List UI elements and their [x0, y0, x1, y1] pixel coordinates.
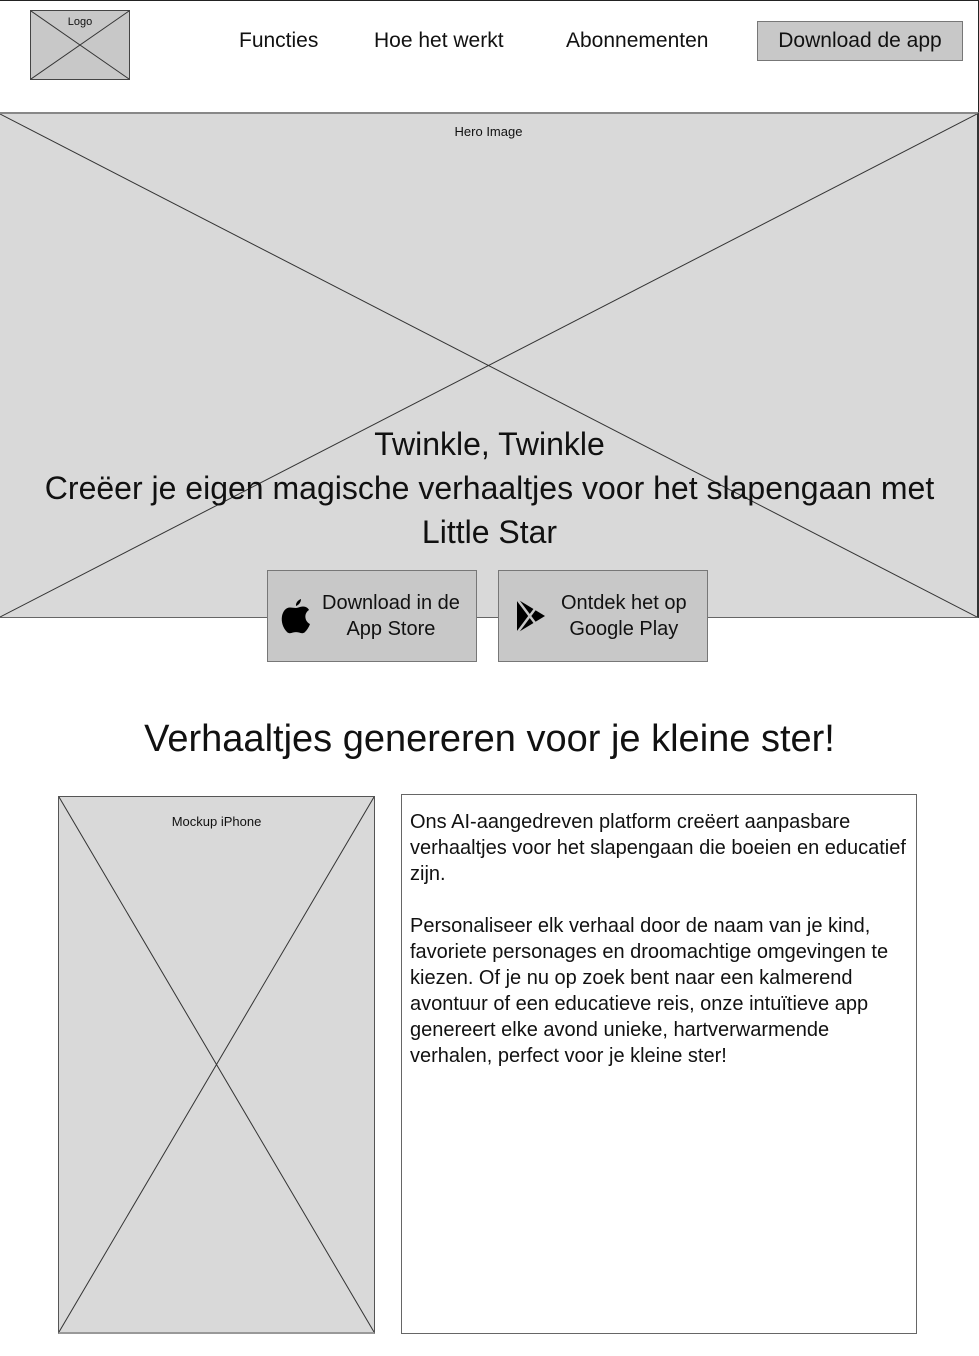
google-play-label [561, 590, 687, 642]
nav-hoe-het-werkt[interactable]: Hoe het werkt [374, 29, 504, 52]
mockup-iphone-image [58, 796, 375, 1334]
features-title: Verhaaltjes genereren voor je kleine ster! [144, 718, 835, 760]
description-paragraph: Personaliseer elk verhaal door de naam van je kind, favoriete personages en droomachtige omgevingen te kiezen. Of je nu op zoek bent naar een kalmerend avontuur of een educatieve reis, onze intuïtieve app genereert elke avond unieke, hartverwarmende verhalen, perfect voor je kleine ster! [410, 915, 889, 1067]
hero-image-label: Hero Image [454, 124, 523, 139]
nav-functies[interactable]: Functies [239, 29, 319, 52]
download-app-button[interactable]: Download de app [757, 21, 963, 61]
google-play-line2: Google Play [569, 618, 679, 640]
google-play-line1: Ontdek het op [561, 592, 687, 614]
logo[interactable] [30, 10, 130, 80]
features-description [401, 794, 917, 1334]
top-border [0, 0, 979, 1]
google-play-icon [511, 598, 551, 634]
google-play-button[interactable] [498, 570, 708, 662]
logo-label: Logo [67, 16, 93, 28]
app-store-label [322, 590, 460, 642]
app-store-button[interactable] [267, 570, 477, 662]
apple-icon [276, 598, 316, 634]
mockup-label: Mockup iPhone [171, 814, 262, 829]
description-paragraph: Ons AI-aangedreven platform creëert aanpasbare verhaaltjes voor het slapengaan die boeien en educatief zijn. [410, 811, 906, 885]
hero-title: Twinkle, Twinkle [374, 426, 605, 462]
app-store-line2: App Store [346, 618, 436, 640]
nav-abonnementen[interactable]: Abonnementen [566, 29, 709, 52]
app-store-line1: Download in de [322, 592, 460, 614]
hero-heading [0, 422, 979, 554]
placeholder-cross-icon [59, 797, 374, 1332]
hero-subtitle: Creëer je eigen magische verhaaltjes voor het slapengaan met Little Star [44, 470, 935, 550]
